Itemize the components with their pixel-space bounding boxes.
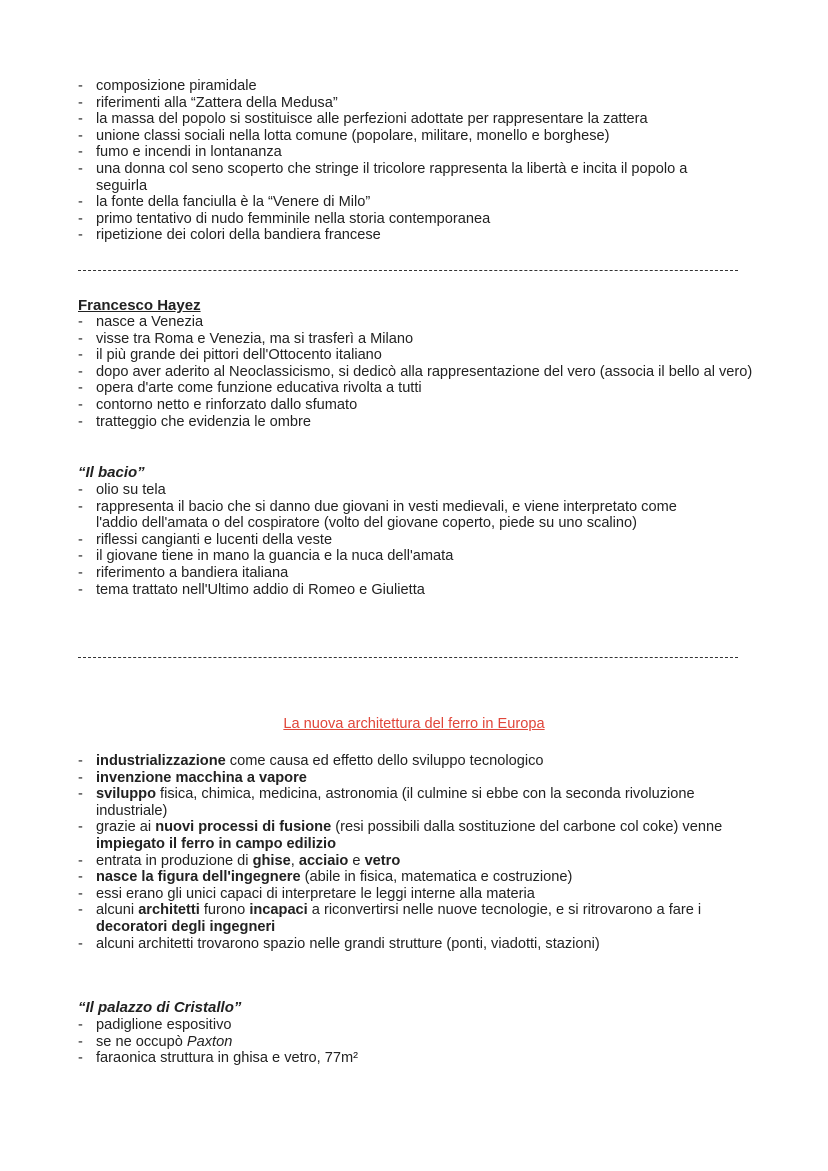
list-item: - fumo e incendi in lontananza bbox=[78, 144, 758, 161]
list-item: - opera d'arte come funzione educativa rivolta a tutti bbox=[78, 380, 758, 397]
list-item: - contorno netto e rinforzato dallo sfumato bbox=[78, 397, 758, 414]
cristallo-heading: “Il palazzo di Cristallo” bbox=[78, 999, 242, 1016]
list-item: - alcuni architetti trovarono spazio nelle grandi strutture (ponti, viadotti, stazioni) bbox=[78, 936, 758, 953]
hayez-list bbox=[78, 314, 758, 430]
list-item: - visse tra Roma e Venezia, ma si trasferì a Milano bbox=[78, 331, 758, 348]
list-item: - entrata in produzione di ghise, acciaio e vetro bbox=[78, 853, 758, 870]
list-item: - la fonte della fanciulla è la “Venere di Milo” bbox=[78, 194, 758, 211]
list-item: - la massa del popolo si sostituisce alle perfezioni adottate per rappresentare la zattera bbox=[78, 111, 758, 128]
bacio-list bbox=[78, 482, 758, 598]
dashed-separator bbox=[78, 270, 738, 271]
list-item: - industrializzazione come causa ed effetto dello sviluppo tecnologico bbox=[78, 753, 758, 770]
list-item: - riflessi cangianti e lucenti della veste bbox=[78, 532, 758, 549]
list-item: - primo tentativo di nudo femminile nella storia contemporanea bbox=[78, 211, 758, 228]
list-item: - dopo aver aderito al Neoclassicismo, si dedicò alla rappresentazione del vero (associa il bello al vero) bbox=[78, 364, 756, 381]
ferro-list bbox=[78, 753, 758, 952]
list-item: - composizione piramidale bbox=[78, 78, 758, 95]
liberta-notes-list bbox=[78, 78, 758, 244]
list-item: - essi erano gli unici capaci di interpretare le leggi interne alla materia bbox=[78, 886, 758, 903]
list-item: - olio su tela bbox=[78, 482, 758, 499]
list-item: - tratteggio che evidenzia le ombre bbox=[78, 414, 758, 431]
list-item: - alcuni architetti furono incapaci a riconvertirsi nelle nuove tecnologie, e si ritrovarono a fare i decoratori degli ingegneri bbox=[78, 902, 756, 935]
list-item: - una donna col seno scoperto che stringe il tricolore rappresenta la libertà e incita il popolo a seguirla bbox=[78, 161, 716, 194]
list-item: - se ne occupò Paxton bbox=[78, 1034, 758, 1051]
list-item: - nasce a Venezia bbox=[78, 314, 758, 331]
list-item: - tema trattato nell'Ultimo addio di Romeo e Giulietta bbox=[78, 582, 758, 599]
list-item: - nasce la figura dell'ingegnere (abile in fisica, matematica e costruzione) bbox=[78, 869, 758, 886]
list-item: - riferimento a bandiera italiana bbox=[78, 565, 758, 582]
list-item: - riferimenti alla “Zattera della Medusa” bbox=[78, 95, 758, 112]
list-item: - padiglione espositivo bbox=[78, 1017, 758, 1034]
ferro-section-title: La nuova architettura del ferro in Europa bbox=[283, 716, 545, 732]
cristallo-list bbox=[78, 1017, 758, 1067]
list-item: - rappresenta il bacio che si danno due giovani in vesti medievali, e viene interpretato come l'addio dell'amata o del cospiratore (volto del giovane coperto, piede su uno scalino) bbox=[78, 499, 716, 532]
dashed-separator bbox=[78, 657, 738, 658]
list-item: - sviluppo fisica, chimica, medicina, astronomia (il culmine si ebbe con la seconda rivoluzione industriale) bbox=[78, 786, 756, 819]
list-item: - invenzione macchina a vapore bbox=[78, 770, 758, 787]
hayez-heading: Francesco Hayez bbox=[78, 297, 201, 314]
list-item: - il giovane tiene in mano la guancia e la nuca dell'amata bbox=[78, 548, 758, 565]
list-item: - il più grande dei pittori dell'Ottocento italiano bbox=[78, 347, 758, 364]
list-item: - unione classi sociali nella lotta comune (popolare, militare, monello e borghese) bbox=[78, 128, 758, 145]
list-item: - ripetizione dei colori della bandiera francese bbox=[78, 227, 758, 244]
list-item: - faraonica struttura in ghisa e vetro, 77m² bbox=[78, 1050, 758, 1067]
bacio-heading: “Il bacio” bbox=[78, 464, 145, 481]
list-item: - grazie ai nuovi processi di fusione (resi possibili dalla sostituzione del carbone col coke) venne impiegato il ferro in campo edilizio bbox=[78, 819, 736, 852]
